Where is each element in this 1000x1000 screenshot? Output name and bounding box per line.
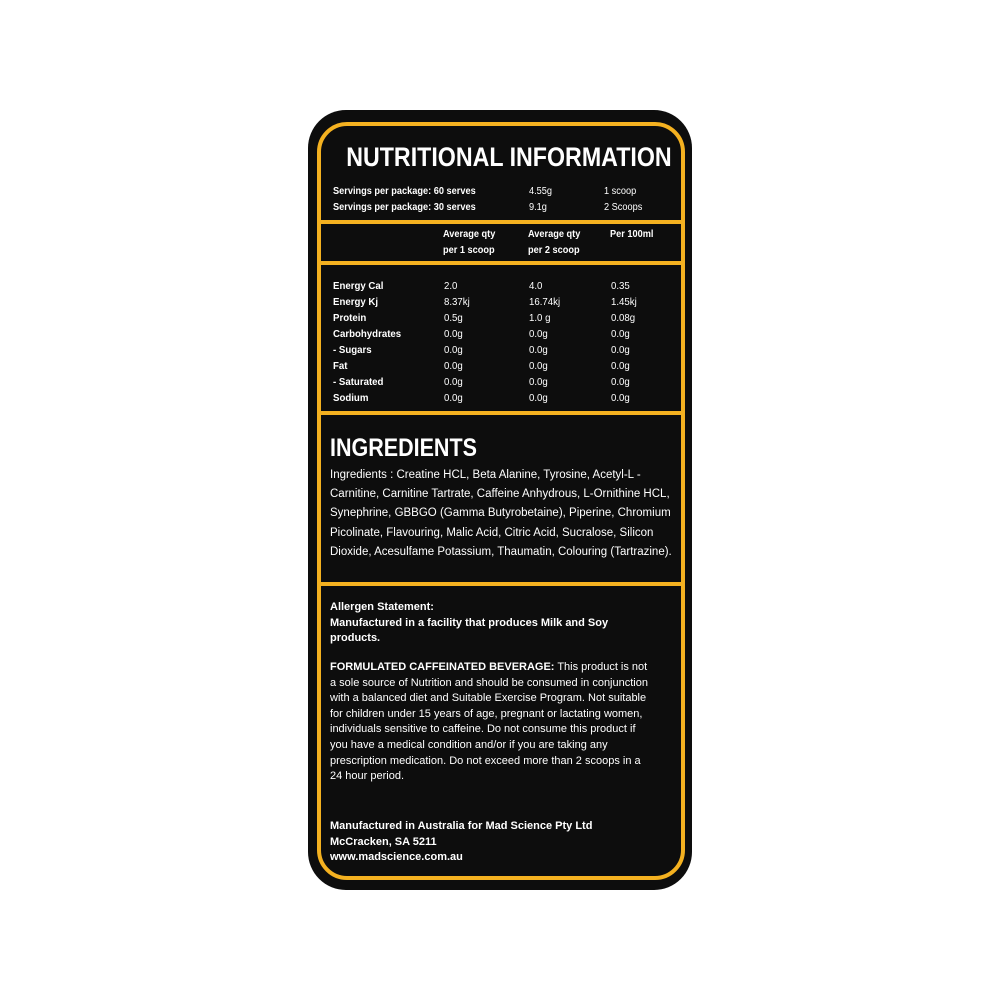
nutrient-name: Energy Kj <box>333 296 379 308</box>
value-per-2-scoop: 0.0g <box>529 328 548 340</box>
nutrient-name: - Saturated <box>333 376 384 388</box>
servings-unit: 1 scoop <box>604 186 637 197</box>
table-row <box>321 326 681 342</box>
value-per-2-scoop: 1.0 g <box>529 312 551 324</box>
value-per-100ml: 1.45kj <box>611 296 637 308</box>
value-per-1-scoop: 0.5g <box>444 312 463 324</box>
nutrition-title: NUTRITIONAL INFORMATION <box>346 142 672 172</box>
value-per-2-scoop: 4.0 <box>529 280 543 292</box>
table-row <box>321 390 681 406</box>
nutrient-name: - Sugars <box>333 344 372 356</box>
value-per-1-scoop: 0.0g <box>444 392 463 404</box>
beverage-text: This product is not a sole source of Nutrition and should be consumed in conjunction with a balanced diet and Suitable Exercise Program. Not suitable for children under 15 years of age, pregnant or lactating women, individuals sensitive to caffeine. Do not consume this product if you have a medical condition and/or if you are taking any prescription medication. Do not exceed more than 2 scoops in a 24 hour period. <box>330 661 648 783</box>
manufacturer-website: www.madscience.com.au <box>330 851 463 864</box>
column-header-2-line2: per 2 scoop <box>528 245 580 256</box>
value-per-2-scoop: 0.0g <box>529 376 548 388</box>
divider-line <box>321 411 681 415</box>
servings-row <box>321 200 681 215</box>
ingredients-text: Ingredients : Creatine HCL, Beta Alanine, Tyrosine, Acetyl-L - Carnitine, Carnitine Tartrate, Caffeine Anhydrous, L-Ornithine HCL, Synephrine, GBBGO (Gamma Butyrobetaine), Piperine, Chromium Picolinate, Flavouring, Malic Acid, Citric Acid, Sucralose, Silicon Dioxide, Acesulfame Potassium, Thaumatin, Colouring (Tartrazine). <box>330 469 672 558</box>
nutrient-name: Fat <box>333 360 348 372</box>
column-header-3: Per 100ml <box>610 229 654 240</box>
value-per-2-scoop: 0.0g <box>529 360 548 372</box>
value-per-100ml: 0.0g <box>611 392 630 404</box>
column-header-1-line2: per 1 scoop <box>443 245 495 256</box>
allergen-heading: Allergen Statement: <box>330 601 434 613</box>
table-row <box>321 310 681 326</box>
label-border-frame <box>317 122 685 880</box>
table-row <box>321 358 681 374</box>
value-per-100ml: 0.0g <box>611 328 630 340</box>
servings-row <box>321 184 681 199</box>
nutrient-name: Carbohydrates <box>333 328 402 340</box>
nutrient-name: Sodium <box>333 392 369 404</box>
value-per-2-scoop: 0.0g <box>529 392 548 404</box>
table-row <box>321 294 681 310</box>
ingredients-title: INGREDIENTS <box>330 434 477 462</box>
value-per-1-scoop: 0.0g <box>444 328 463 340</box>
value-per-2-scoop: 0.0g <box>529 344 548 356</box>
table-row <box>321 278 681 294</box>
divider-line <box>321 582 681 586</box>
table-row <box>321 374 681 390</box>
value-per-2-scoop: 16.74kj <box>529 296 561 308</box>
manufacturer-info <box>330 819 660 866</box>
allergen-statement <box>330 600 650 647</box>
column-header-2-line1: Average qty <box>528 229 581 240</box>
nutrition-label <box>308 110 692 890</box>
column-header-1-line1: Average qty <box>443 229 496 240</box>
value-per-100ml: 0.08g <box>611 312 636 324</box>
table-row <box>321 342 681 358</box>
value-per-1-scoop: 2.0 <box>444 280 458 292</box>
manufacturer-address: McCracken, SA 5211 <box>330 835 437 848</box>
servings-amount: 4.55g <box>529 186 553 197</box>
value-per-1-scoop: 0.0g <box>444 376 463 388</box>
servings-amount: 9.1g <box>529 202 547 213</box>
value-per-100ml: 0.0g <box>611 376 630 388</box>
value-per-100ml: 0.0g <box>611 360 630 372</box>
manufacturer-line: Manufactured in Australia for Mad Science Pty Ltd <box>330 820 593 832</box>
divider-line <box>321 261 681 265</box>
beverage-warning <box>330 660 652 785</box>
servings-label: Servings per package: 30 serves <box>333 202 476 213</box>
value-per-1-scoop: 0.0g <box>444 344 463 356</box>
value-per-1-scoop: 0.0g <box>444 360 463 372</box>
value-per-100ml: 0.35 <box>611 280 630 292</box>
value-per-1-scoop: 8.37kj <box>444 296 470 308</box>
value-per-100ml: 0.0g <box>611 344 630 356</box>
servings-unit: 2 Scoops <box>604 202 643 213</box>
nutrient-name: Protein <box>333 312 367 324</box>
beverage-heading: FORMULATED CAFFEINATED BEVERAGE: <box>330 661 555 673</box>
divider-line <box>321 220 681 224</box>
nutrient-name: Energy Cal <box>333 280 384 292</box>
servings-label: Servings per package: 60 serves <box>333 186 476 197</box>
allergen-text: Manufactured in a facility that produces Milk and Soy products. <box>330 616 609 645</box>
